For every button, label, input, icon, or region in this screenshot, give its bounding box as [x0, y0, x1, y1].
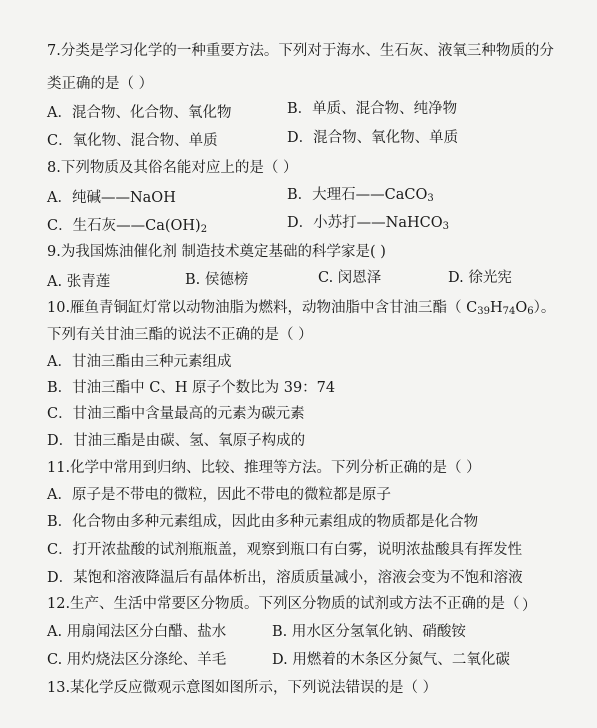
- q7-option-b: B．单质、混合物、纯净物: [287, 101, 458, 117]
- q9-option-c: C. 闵恩泽: [318, 270, 382, 286]
- q9-option-b: B. 侯德榜: [185, 272, 249, 288]
- q9-option-a: A. 张青莲: [47, 274, 111, 290]
- q12-option-a: A. 用扇闻法区分白醋、盐水: [47, 624, 227, 640]
- q12-option-c: C. 用灼烧法区分涤纶、羊毛: [47, 652, 227, 668]
- q8-stem: 8.下列物质及其俗名能对应上的是（ ）: [47, 160, 298, 176]
- q11-stem: 11.化学中常用到归纳、比较、推理等方法。下列分析正确的是（ ）: [47, 460, 481, 476]
- q8-option-a: A．纯碱——NaOH: [47, 190, 176, 206]
- q11-option-c: C．打开浓盐酸的试剂瓶瓶盖，观察到瓶口有白雾，说明浓盐酸具有挥发性: [47, 542, 523, 558]
- q10-option-a: A．甘油三酯由三种元素组成: [47, 354, 232, 370]
- q10-stem-line2: 下列有关甘油三酯的说法不正确的是（ ）: [47, 327, 313, 343]
- q12-stem-close: ）: [522, 598, 537, 614]
- q7-option-d: D．混合物、氧化物、单质: [287, 130, 459, 146]
- q7-stem-line1: 7.分类是学习化学的一种重要方法。下列对于海水、生石灰、液氧三种物质的分: [47, 43, 554, 59]
- q12-option-b: B. 用水区分氢氧化钠、硝酸铵: [272, 624, 466, 640]
- q8-option-c: C．生石灰$——Ca(OH)_2$: [47, 218, 208, 235]
- q11-option-b: B．化合物由多种元素组成，因此由多种元素组成的物质都是化合物: [47, 514, 479, 530]
- q7-stem-line2: 类正确的是（ ）: [47, 76, 154, 92]
- q9-stem: 9.为我国炼油催化剂 制造技术奠定基础的科学家是( ): [47, 244, 386, 260]
- q7-option-c: C．氧化物、混合物、单质: [47, 133, 218, 149]
- q10-option-b: B．甘油三酯中 C、H 原子个数比为 39：74: [47, 380, 336, 396]
- q13-stem: 13.某化学反应微观示意图如图所示，下列说法错误的是（ ）: [47, 680, 438, 696]
- q11-option-a: A．原子是不带电的微粒，因此不带电的微粒都是原子: [47, 487, 391, 503]
- q9-option-d: D. 徐光宪: [448, 270, 512, 286]
- q10-option-c: C．甘油三酯中含量最高的元素为碳元素: [47, 406, 305, 422]
- q10-stem-line1: 10.雁鱼青铜缸灯常以动物油脂为燃料，动物油脂中含甘油三酯（ $C_{39}H_{74}O_6$）。: [47, 300, 556, 317]
- q12-option-d: D. 用燃着的木条区分氮气、二氧化碳: [272, 652, 510, 668]
- q12-stem: 12.生产、生活中常要区分物质。下列区分物质的试剂或方法不正确的是（: [47, 596, 520, 612]
- q7-option-a: A．混合物、化合物、氧化物: [47, 105, 232, 121]
- q8-option-b: B．大理石——CaCO$_3$: [287, 187, 434, 204]
- q11-option-d: D．某饱和溶液降温后有晶体析出，溶质质量减小，溶液会变为不饱和溶液: [47, 570, 523, 586]
- q10-option-d: D．甘油三酯是由碳、氢、氧原子构成的: [47, 433, 306, 449]
- q8-option-d: D．小苏打——NaHCO$_3$: [287, 215, 449, 232]
